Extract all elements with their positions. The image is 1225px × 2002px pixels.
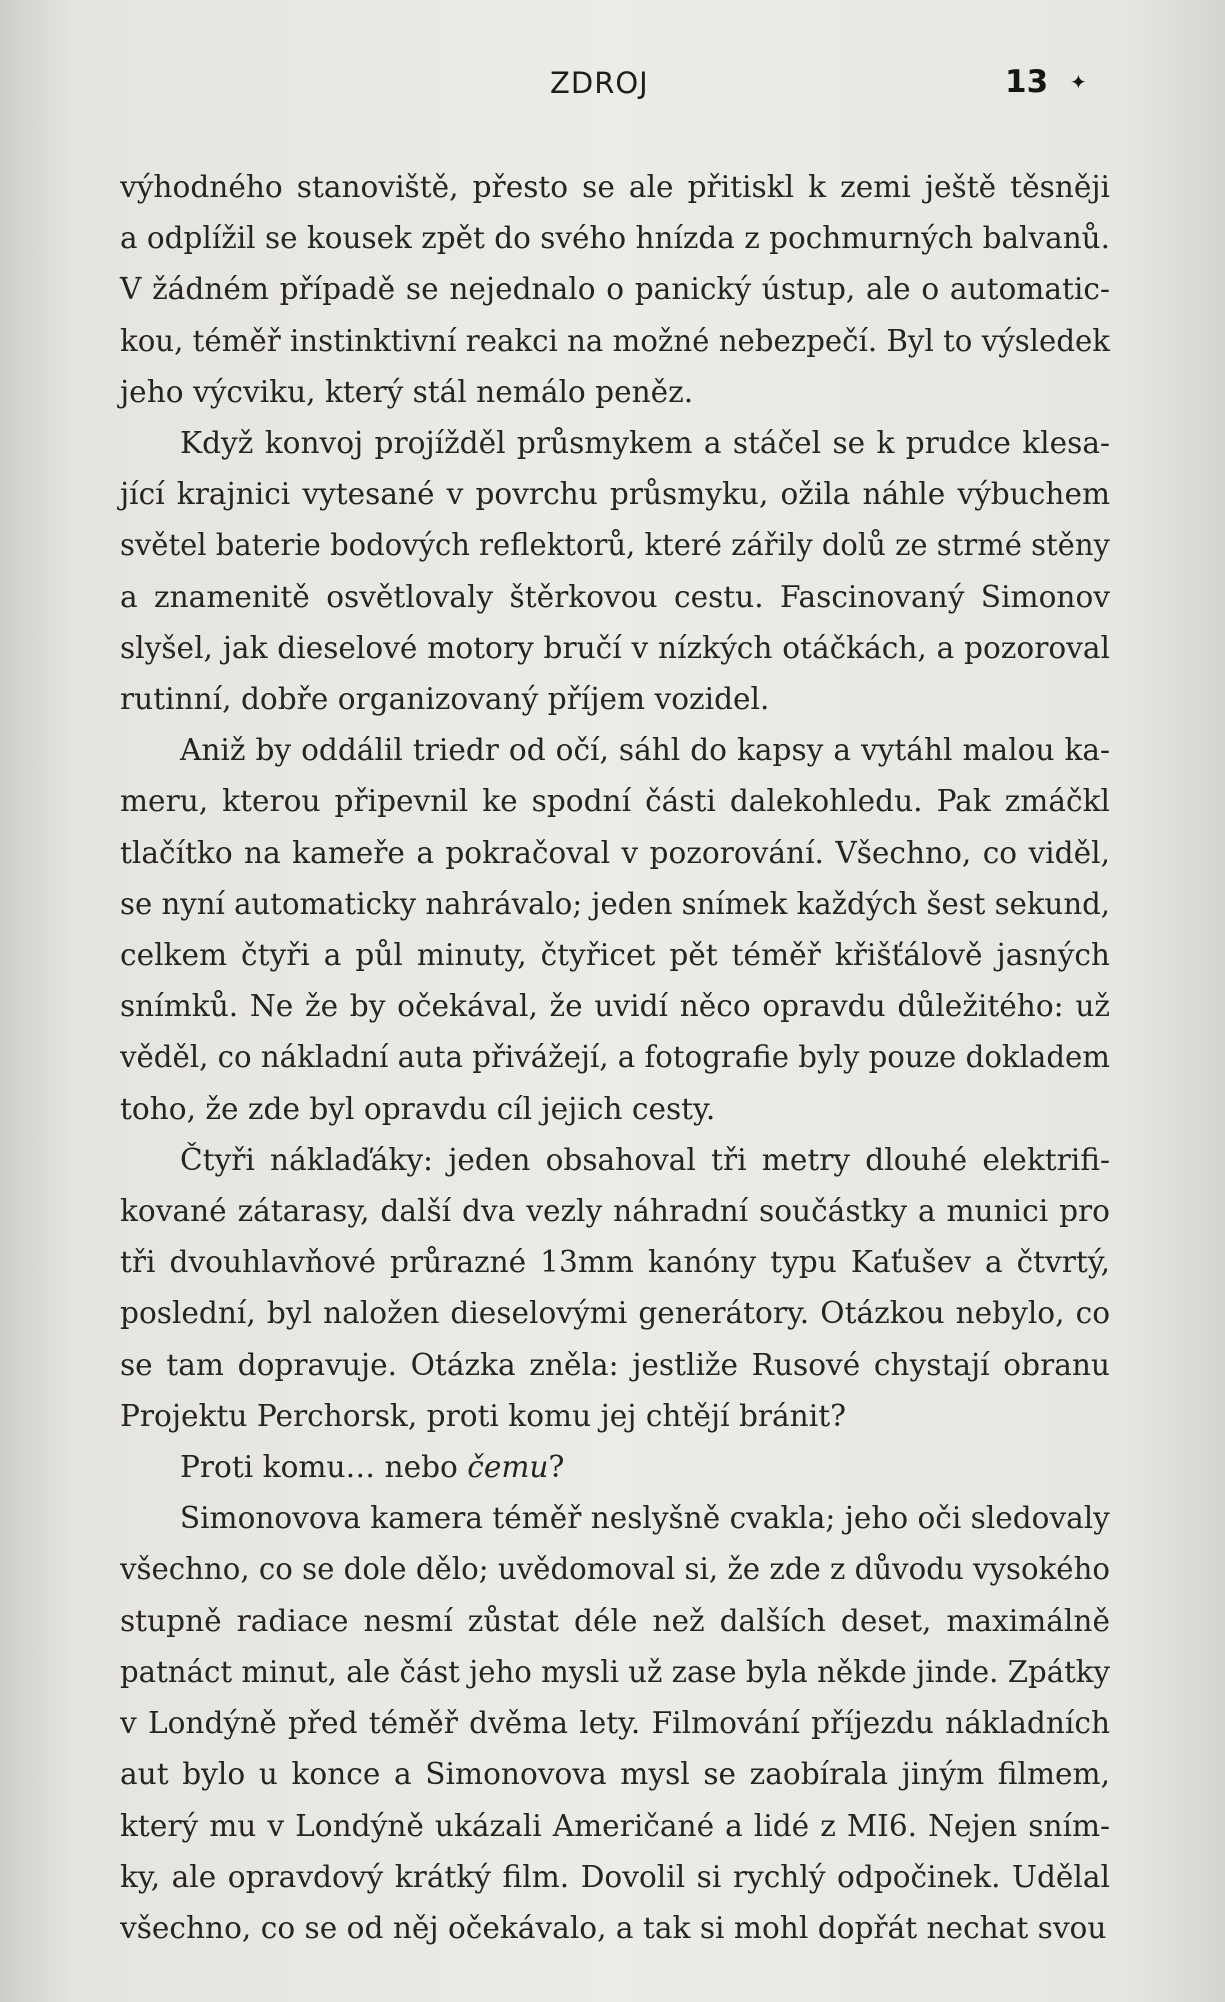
text-line: Simonovova kamera téměř neslyšně cvakla; jeho oči sledovaly [179, 1501, 1110, 1536]
paragraph [120, 418, 1110, 725]
text-line: stupně radiace nesmí zůstat déle než dalších deset, maximálně [120, 1603, 1110, 1638]
text-line: tlačítko na kameře a pokračoval v pozorování. Všechno, co viděl, [120, 835, 1110, 870]
text-line: poslední, byl naložen dieselovými generátory. Otázkou nebylo, co [120, 1296, 1111, 1331]
text-line: tři dvouhlavňové průrazné 13mm kanóny typu Kaťušev a čtvrtý, [120, 1245, 1111, 1280]
paragraph [120, 725, 1110, 1135]
text-line: Když konvoj projížděl průsmykem a stáčel se k prudce klesa- [180, 426, 1110, 461]
text-line: se nyní automaticky nahrávalo; jeden snímek každých šest sekund, [120, 886, 1111, 921]
running-head: ZDROJ [550, 66, 649, 100]
ornament-icon: ✦ [1070, 70, 1087, 94]
text-line: světel baterie bodových reflektorů, které zářily dolů ze strmé stěny [120, 528, 1110, 563]
text-line: Čtyři náklaďáky: jeden obsahoval tři metry dlouhé elektrifi- [180, 1142, 1110, 1177]
text-line: kou, téměř instinktivní reakci na možné nebezpečí. Byl to výsledek [120, 323, 1111, 358]
text-line: jeho výcviku, který stál nemálo peněz. [120, 374, 694, 409]
paragraph [120, 162, 1110, 418]
text-line: ky, ale opravdový krátký film. Dovolil si rychlý odpočinek. Udělal [120, 1859, 1110, 1894]
text-line: snímků. Ne že by očekával, že uvidí něco opravdu důležitého: už [120, 989, 1110, 1024]
text-line: toho, že zde byl opravdu cíl jejich cesty. [120, 1091, 716, 1126]
text-line: všechno, co se dole dělo; uvědomoval si, že zde z důvodu vysokého [120, 1552, 1110, 1587]
paragraph [120, 1135, 1110, 1442]
text-line: Projektu Perchorsk, proti komu jej chtějí bránit? [120, 1398, 846, 1433]
text-line: celkem čtyři a půl minuty, čtyřicet pět téměř křišťálově jasných [120, 938, 1110, 973]
paragraph [120, 1493, 1110, 1954]
text-line: patnáct minut, ale část jeho mysli už zase byla někde jinde. Zpátky [120, 1654, 1110, 1689]
text-line: a odplížil se kousek zpět do svého hnízda z pochmurných balvanů. [120, 221, 1111, 256]
text-line: všechno, co se od něj očekávalo, a tak si mohl dopřát nechat svou [120, 1910, 1107, 1945]
text-line: meru, kterou připevnil ke spodní části dalekohledu. Pak zmáčkl [120, 784, 1110, 819]
text-line: V žádném případě se nejednalo o panický ústup, ale o automatic- [120, 272, 1110, 307]
text-line: Proti komu… nebo čemu? [180, 1450, 565, 1485]
text-line: se tam dopravuje. Otázka zněla: jestliže Rusové chystají obranu [120, 1347, 1110, 1382]
text-line: a znamenitě osvětlovaly štěrkovou cestu. Fascinovaný Simonov [120, 579, 1111, 614]
text-line: který mu v Londýně ukázali Američané a lidé z MI6. Nejen sním- [120, 1808, 1111, 1843]
text-line: jící krajnici vytesané v povrchu průsmyku, ožila náhle výbuchem [120, 477, 1111, 512]
text-line: kované zátarasy, další dva vezly náhradní součástky a munici pro [120, 1194, 1110, 1229]
text-line: aut bylo u konce a Simonovova mysl se zaobírala jiným filmem, [120, 1757, 1111, 1792]
text-line: výhodného stanoviště, přesto se ale přitiskl k zemi ještě těsněji [120, 170, 1110, 204]
text-line: věděl, co nákladní auta přivážejí, a fotografie byly pouze dokladem [120, 1040, 1110, 1075]
text-line: slyšel, jak dieselové motory bručí v nízkých otáčkách, a pozoroval [120, 630, 1111, 665]
text-line: Aniž by oddálil triedr od očí, sáhl do kapsy a vytáhl malou ka- [180, 733, 1111, 768]
text-line: v Londýně před téměř dvěma lety. Filmování příjezdu nákladních [120, 1706, 1110, 1741]
page-header [0, 66, 1225, 112]
page-number: 13 [1005, 64, 1049, 100]
text-line: rutinní, dobře organizovaný příjem vozidel. [120, 682, 770, 717]
body-text [120, 162, 1110, 1954]
paragraph [120, 1442, 1110, 1493]
